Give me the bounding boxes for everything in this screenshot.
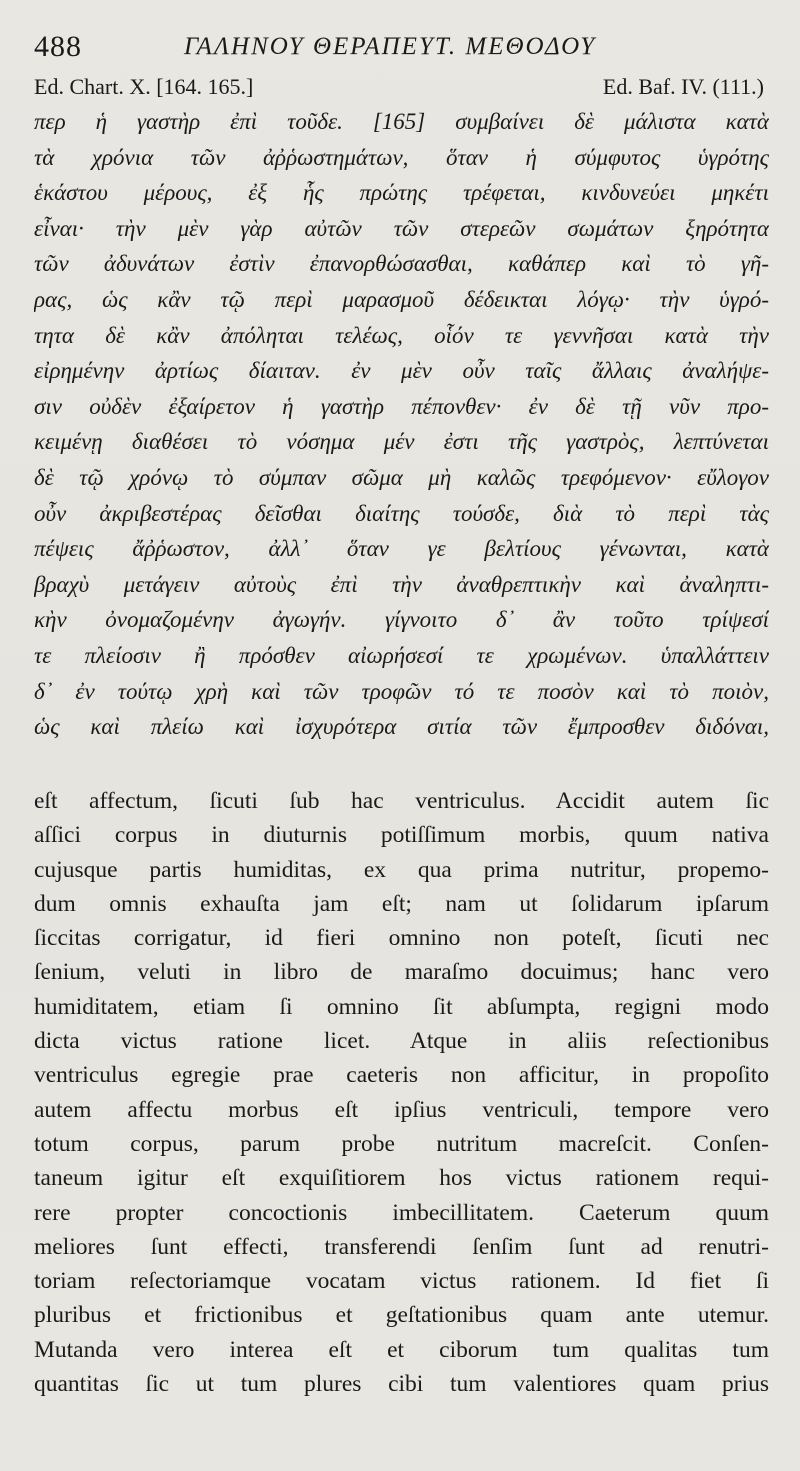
greek-text-line: κὴν ὀνομαζομένην ἀγωγήν. γίγνοιτο δ᾽ ἂν τοῦτο τρίψεσί bbox=[34, 607, 769, 633]
greek-text-line: κειμένῃ διαθέσει τὸ νόσημα μέν ἐστι τῆς γαστρὸς, λεπτύνεται bbox=[34, 429, 769, 455]
page-number: 488 bbox=[34, 30, 82, 63]
greek-text-line: βραχὺ μετάγειν αὐτοὺς ἐπὶ τὴν ἀναθρεπτικὴν καὶ ἀναληπτι- bbox=[34, 571, 769, 597]
greek-text-line: ρας, ὡς κἂν τῷ περὶ μαρασμοῦ δέδεικται λόγῳ· τὴν ὑγρό- bbox=[34, 286, 769, 312]
greek-text-line: δ᾽ ἐν τούτῳ χρὴ καὶ τῶν τροφῶν τό τε ποσὸν καὶ τὸ ποιὸν, bbox=[34, 678, 769, 704]
latin-text-line: eſt affectum, ſicuti ſub hac ventriculus. Accidit autem ſic bbox=[34, 788, 769, 814]
greek-text-line: δὲ τῷ χρόνῳ τὸ σύμπαν σῶμα μὴ καλῶς τρεφόμενον· εὔλογον bbox=[34, 464, 769, 490]
edition-basel-reference: Ed. Baf. IV. (111.) bbox=[602, 74, 764, 99]
greek-text-line: τητα δὲ κἂν ἀπόληται τελέως, οἷόν τε γεννῆσαι κατὰ τὴν bbox=[34, 322, 769, 348]
latin-text-line: aſſici corpus in diuturnis potiſſimum morbis, quum nativa bbox=[34, 822, 769, 849]
latin-text-line: humiditatem, etiam ſi omnino ſit abſumpta, regigni modo bbox=[34, 993, 769, 1020]
latin-text-line: ſenium, veluti in libro de maraſmo docuimus; hanc vero bbox=[34, 959, 769, 986]
greek-text-line: εἶναι· τὴν μὲν γὰρ αὐτῶν τῶν στερεῶν σωμάτων ξηρότητα bbox=[34, 215, 769, 241]
latin-text-line: ſiccitas corrigatur, id fieri omnino non poteſt, ſicuti nec bbox=[34, 925, 769, 952]
greek-text-block bbox=[34, 104, 769, 745]
greek-text-line: ἑκάστου μέρους, ἐξ ἧς πρώτης τρέφεται, κινδυνεύει μηκέτι bbox=[34, 180, 769, 206]
greek-text-line: περ ἡ γαστὴρ ἐπὶ τοῦδε. [165] συμβαίνει δὲ μάλιστα κατὰ bbox=[34, 109, 769, 134]
edition-chartier-reference: Ed. Chart. X. [164. 165.] bbox=[34, 74, 254, 99]
latin-text-line: dicta victus ratione licet. Atque in aliis reſectionibus bbox=[34, 1028, 769, 1055]
greek-text-line: τε πλείοσιν ἢ πρόσθεν αἰωρήσεσί τε χρωμένων. ὑπαλλάττειν bbox=[34, 642, 769, 668]
latin-text-line: autem affectu morbus eſt ipſius ventriculi, tempore vero bbox=[34, 1096, 769, 1123]
greek-text-line: εἰρημένην ἀρτίως δίαιταν. ἐν μὲν οὖν ταῖς ἄλλαις ἀναλήψε- bbox=[34, 358, 769, 384]
running-title: ΓΑΛΗΝΟΥ ΘΕΡΑΠΕΥΤ. ΜΕΘΟΔΟΥ bbox=[184, 33, 597, 60]
latin-text-line: toriam reſectoriamque vocatam victus rationem. Id fiet ſi bbox=[34, 1268, 769, 1295]
greek-text-line: σιν οὐδὲν ἐξαίρετον ἡ γαστὴρ πέπονθεν· ἐν δὲ τῇ νῦν προ- bbox=[34, 393, 769, 419]
latin-text-line: dum omnis exhauſta jam eſt; nam ut ſolidarum ipſarum bbox=[34, 890, 769, 917]
greek-text-line: πέψεις ἄῤῥωστον, ἀλλ᾽ ὅταν γε βελτίους γένωνται, κατὰ bbox=[34, 536, 769, 562]
latin-text-line: Mutanda vero interea eſt et ciborum tum qualitas tum bbox=[34, 1336, 769, 1363]
greek-text-line: τῶν ἀδυνάτων ἐστὶν ἐπανορθώσασθαι, καθάπερ καὶ τὸ γῆ- bbox=[34, 251, 769, 277]
latin-text-line: meliores ſunt effecti, transferendi ſenſim ſunt ad renutri- bbox=[34, 1233, 769, 1260]
latin-text-line: quantitas ſic ut tum plures cibi tum valentiores quam prius bbox=[34, 1371, 769, 1398]
greek-text-line: οὖν ἀκριβεστέρας δεῖσθαι διαίτης τούσδε, διὰ τὸ περὶ τὰς bbox=[34, 500, 769, 526]
latin-text-line: ventriculus egregie prae caeteris non afficitur, in propoſito bbox=[34, 1062, 769, 1089]
greek-text-line: τὰ χρόνια τῶν ἀῤῥωστημάτων, ὅταν ἡ σύμφυτος ὑγρότης bbox=[34, 144, 769, 170]
latin-text-line: cujusque partis humiditas, ex qua prima nutritur, propemo- bbox=[34, 856, 769, 883]
latin-text-block bbox=[34, 784, 769, 1401]
latin-text-line: pluribus et frictionibus et geſtationibus quam ante utemur. bbox=[34, 1302, 769, 1329]
greek-text-line: ὡς καὶ πλείω καὶ ἰσχυρότερα σιτία τῶν ἔμπροσθεν διδόναι, bbox=[34, 714, 769, 740]
latin-text-line: taneum igitur eſt exquiſitiorem hos victus rationem requi- bbox=[34, 1165, 769, 1192]
latin-text-line: rere propter concoctionis imbecillitatem. Caeterum quum bbox=[34, 1199, 769, 1226]
latin-text-line: totum corpus, parum probe nutritum macreſcit. Conſen- bbox=[34, 1130, 769, 1157]
running-head bbox=[34, 30, 774, 64]
edition-reference-line bbox=[34, 74, 764, 104]
